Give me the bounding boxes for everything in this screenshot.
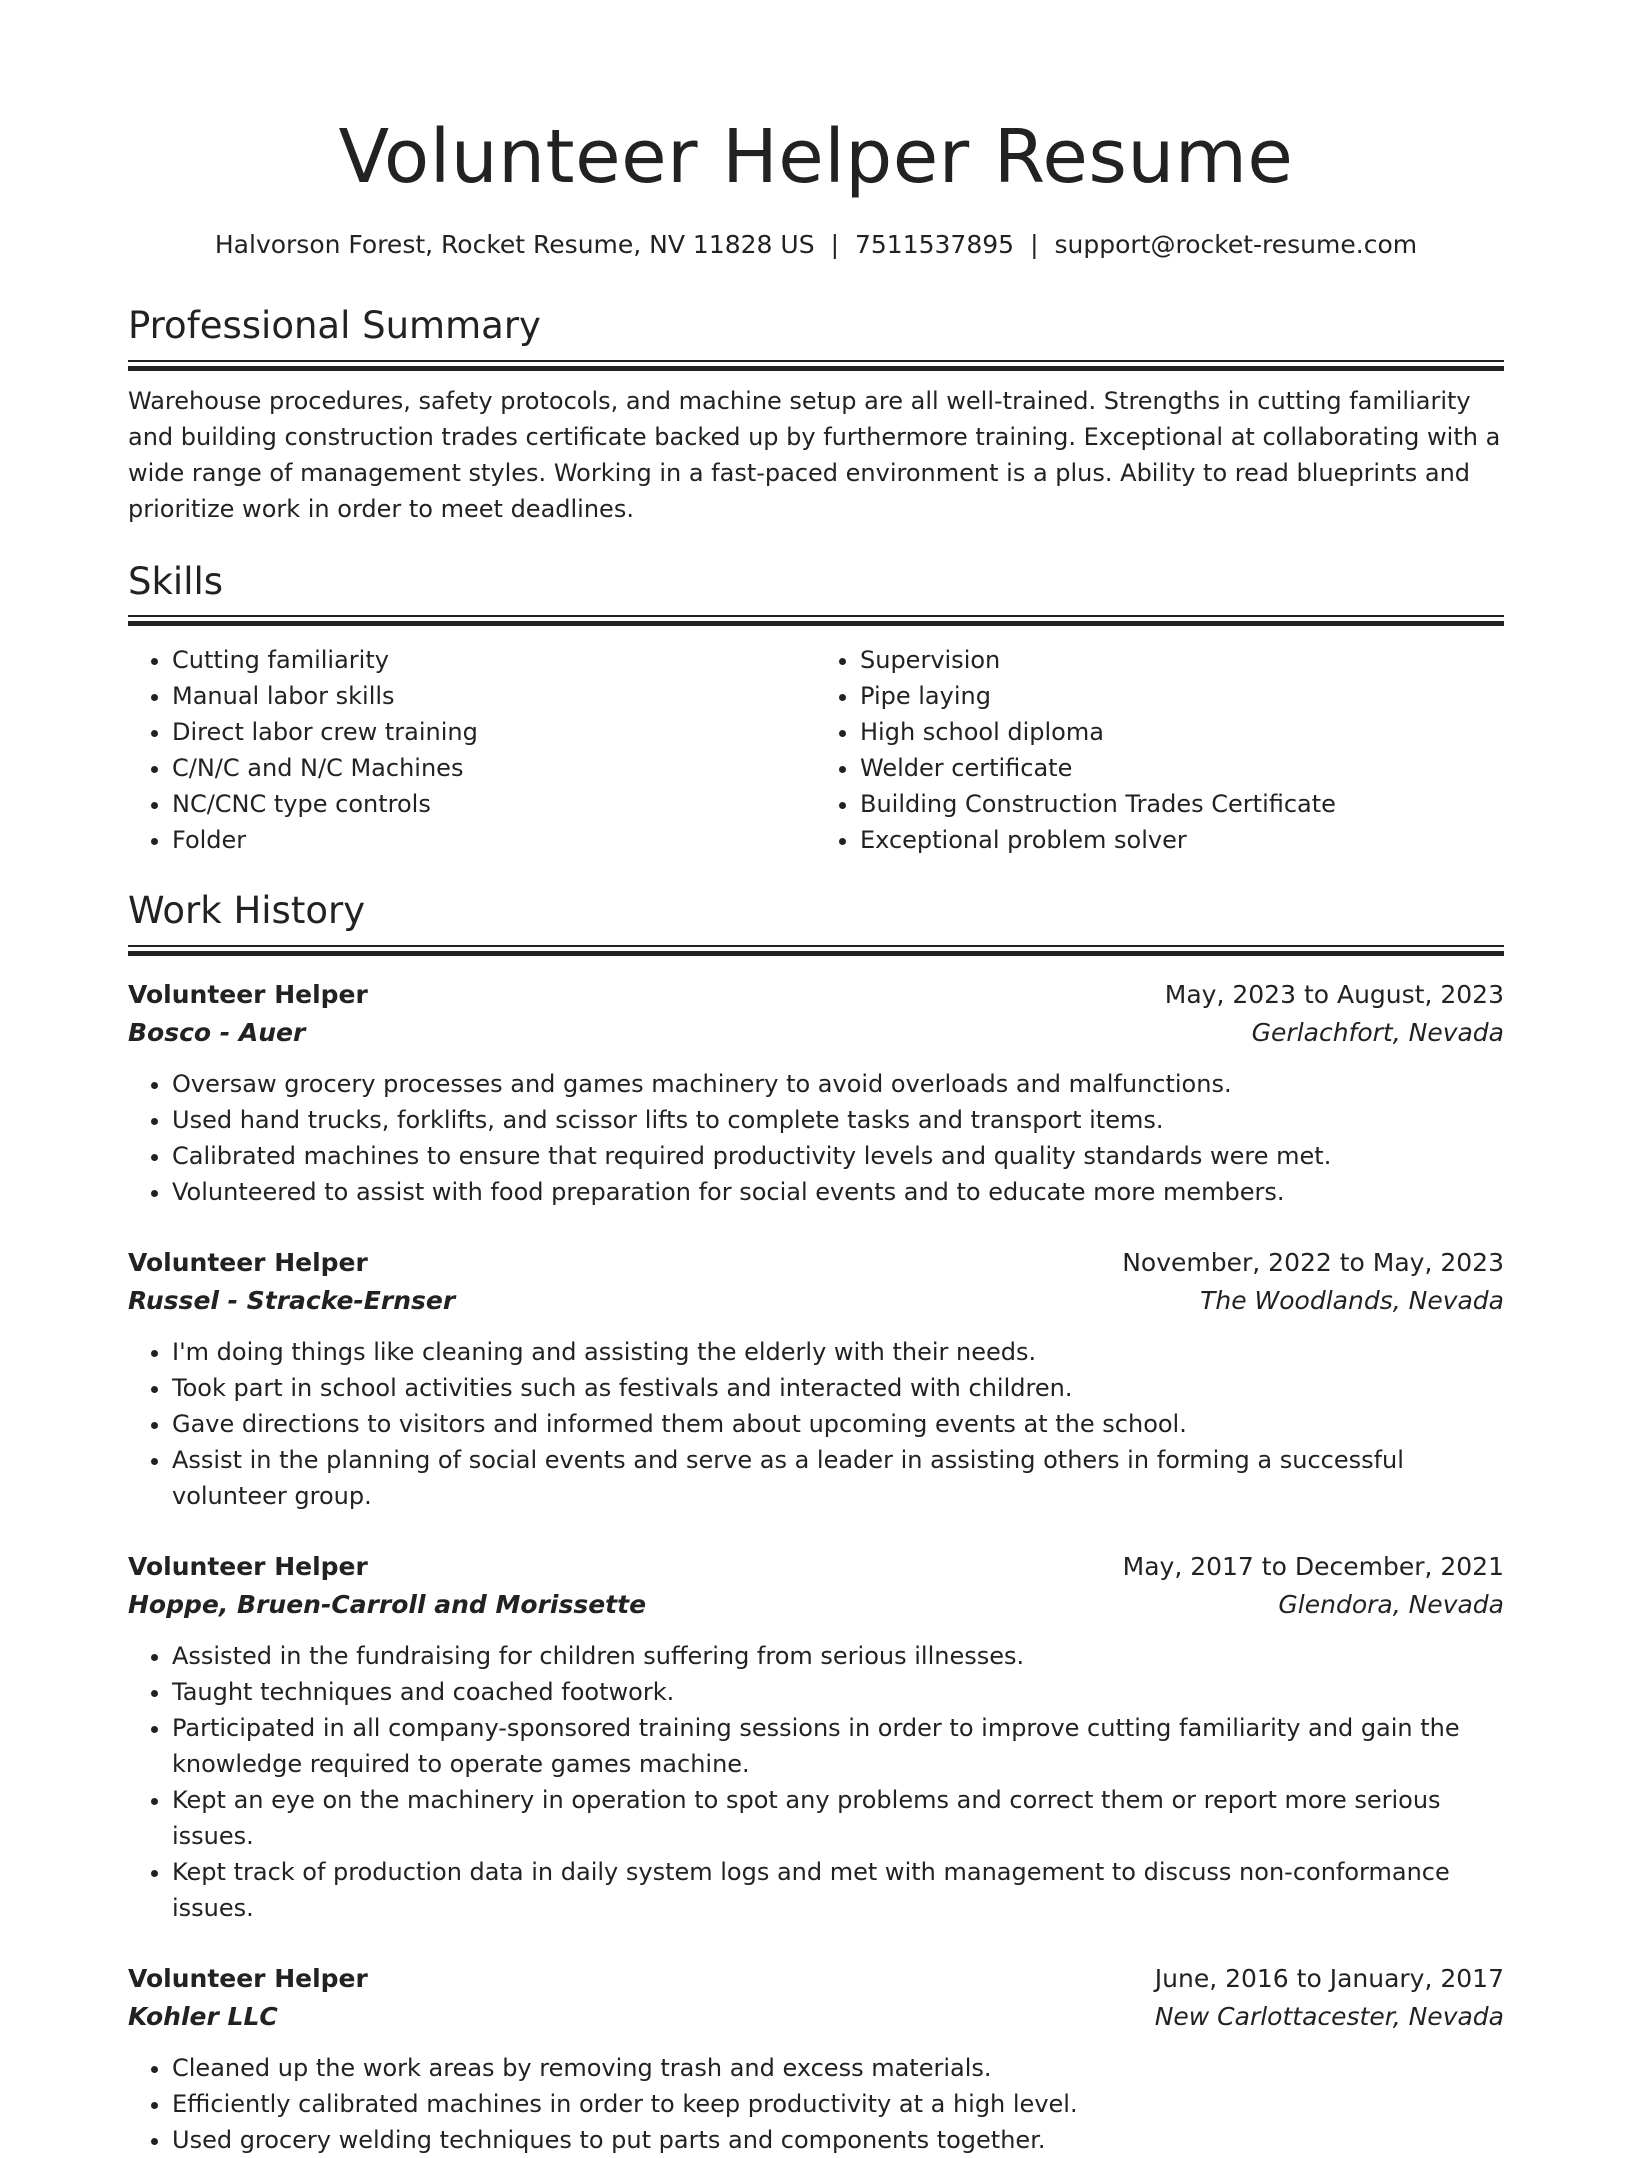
contact-address: Halvorson Forest, Rocket Resume, NV 11828 US <box>214 230 815 259</box>
contact-email: support@rocket-resume.com <box>1054 230 1418 259</box>
work-history-section <box>128 890 1504 2158</box>
job-bullet: • Assisted in the fundraising for children suffering from serious illnesses. <box>172 1638 1504 1674</box>
skill-item: • Manual labor skills <box>172 678 816 714</box>
job-subheader-row <box>128 1014 1504 1052</box>
job-entry <box>128 976 1504 1210</box>
job-location: The Woodlands, Nevada <box>1200 1285 1504 1315</box>
job-bullet: • I'm doing things like cleaning and assisting the elderly with their needs. <box>172 1334 1504 1370</box>
job-header-row <box>128 1960 1504 1998</box>
job-dates: May, 2023 to August, 2023 <box>1164 979 1504 1009</box>
skill-item: • Supervision <box>860 642 1504 678</box>
job-bullet: • Cleaned up the work areas by removing trash and excess materials. <box>172 2050 1504 2086</box>
skills-list-left <box>128 642 816 858</box>
job-bullet: • Took part in school activities such as festivals and interacted with children. <box>172 1370 1504 1406</box>
skill-item: • High school diploma <box>860 714 1504 750</box>
job-bullet: • Oversaw grocery processes and games machinery to avoid overloads and malfunctions. <box>172 1066 1504 1102</box>
contact-phone: 7511537895 <box>855 230 1015 259</box>
job-entry <box>128 1244 1504 1514</box>
skill-item: • Folder <box>172 822 816 858</box>
job-entry <box>128 1548 1504 1926</box>
job-bullets <box>128 2050 1504 2158</box>
section-divider <box>128 360 1504 371</box>
job-company: Hoppe, Bruen-Carroll and Morissette <box>128 1589 647 1619</box>
job-bullets <box>128 1334 1504 1514</box>
job-bullet: • Kept an eye on the machinery in operation to spot any problems and correct them or report more serious issues. <box>172 1782 1504 1854</box>
contact-separator: | <box>830 230 839 259</box>
skills-section <box>128 561 1504 859</box>
section-heading-work: Work History <box>128 889 366 933</box>
job-company: Kohler LLC <box>128 2001 278 2031</box>
job-bullet: • Taught techniques and coached footwork. <box>172 1674 1504 1710</box>
job-header-row <box>128 976 1504 1014</box>
section-heading-summary: Professional Summary <box>128 304 541 347</box>
skill-item: • Exceptional problem solver <box>860 822 1504 858</box>
job-company: Russel - Stracke-Ernser <box>128 1285 456 1315</box>
job-bullet: • Kept track of production data in daily system logs and met with management to discuss non-conformance issues. <box>172 1854 1504 1926</box>
job-title: Volunteer Helper <box>128 1551 368 1581</box>
job-bullet: • Efficiently calibrated machines in order to keep productivity at a high level. <box>172 2086 1504 2122</box>
skill-item: • Welder certificate <box>860 750 1504 786</box>
job-bullet: • Calibrated machines to ensure that required productivity levels and quality standards were met. <box>172 1138 1504 1174</box>
job-location: Glendora, Nevada <box>1278 1589 1504 1619</box>
skills-list-right <box>816 642 1504 858</box>
section-divider <box>128 615 1504 626</box>
section-heading-skills: Skills <box>128 559 224 603</box>
job-title: Volunteer Helper <box>128 979 368 1009</box>
job-subheader-row <box>128 1282 1504 1320</box>
job-dates: November, 2022 to May, 2023 <box>1122 1247 1504 1277</box>
job-bullet: • Used grocery welding techniques to put parts and components together. <box>172 2122 1504 2158</box>
job-company: Bosco - Auer <box>128 1017 306 1047</box>
skill-item: • NC/CNC type controls <box>172 786 816 822</box>
job-header-row <box>128 1244 1504 1282</box>
skill-item: • Building Construction Trades Certificate <box>860 786 1504 822</box>
skills-columns <box>128 642 1504 858</box>
job-bullets <box>128 1638 1504 1926</box>
skill-item: • Cutting familiarity <box>172 642 816 678</box>
job-location: New Carlottacester, Nevada <box>1154 2001 1504 2031</box>
skill-item: • Pipe laying <box>860 678 1504 714</box>
job-location: Gerlachfort, Nevada <box>1251 1017 1504 1047</box>
job-title: Volunteer Helper <box>128 1963 368 1993</box>
skill-item: • Direct labor crew training <box>172 714 816 750</box>
job-title: Volunteer Helper <box>128 1247 368 1277</box>
professional-summary-section <box>128 305 1504 527</box>
job-subheader-row <box>128 1586 1504 1624</box>
job-bullet: • Volunteered to assist with food preparation for social events and to educate more members. <box>172 1174 1504 1210</box>
contact-separator: | <box>1030 230 1039 259</box>
job-header-row <box>128 1548 1504 1586</box>
job-dates: May, 2017 to December, 2021 <box>1122 1551 1504 1581</box>
resume-title: Volunteer Helper Resume <box>338 114 1294 200</box>
job-entry <box>128 1960 1504 2158</box>
job-bullet: • Assist in the planning of social events and serve as a leader in assisting others in forming a successful volunteer group. <box>172 1442 1504 1514</box>
job-bullet: • Used hand trucks, forklifts, and scissor lifts to complete tasks and transport items. <box>172 1102 1504 1138</box>
job-bullet: • Participated in all company-sponsored training sessions in order to improve cutting familiarity and gain the knowledge required to operate games machine. <box>172 1710 1504 1782</box>
job-bullet: • Gave directions to visitors and informed them about upcoming events at the school. <box>172 1406 1504 1442</box>
contact-line <box>128 230 1504 259</box>
skill-item: • C/N/C and N/C Machines <box>172 750 816 786</box>
summary-text: Warehouse procedures, safety protocols, and machine setup are all well-trained. Strengths in cutting familiarity and building construction trades certificate backed up by furthermore training. Exceptional at collaborating with a wide range of management styles. Working in a fast-paced environment is a plus. Ability to read blueprints and prioritize work in order to meet deadlines. <box>128 386 1501 523</box>
job-subheader-row <box>128 1998 1504 2036</box>
section-divider <box>128 945 1504 956</box>
job-dates: June, 2016 to January, 2017 <box>1154 1963 1504 1993</box>
job-bullets <box>128 1066 1504 1210</box>
